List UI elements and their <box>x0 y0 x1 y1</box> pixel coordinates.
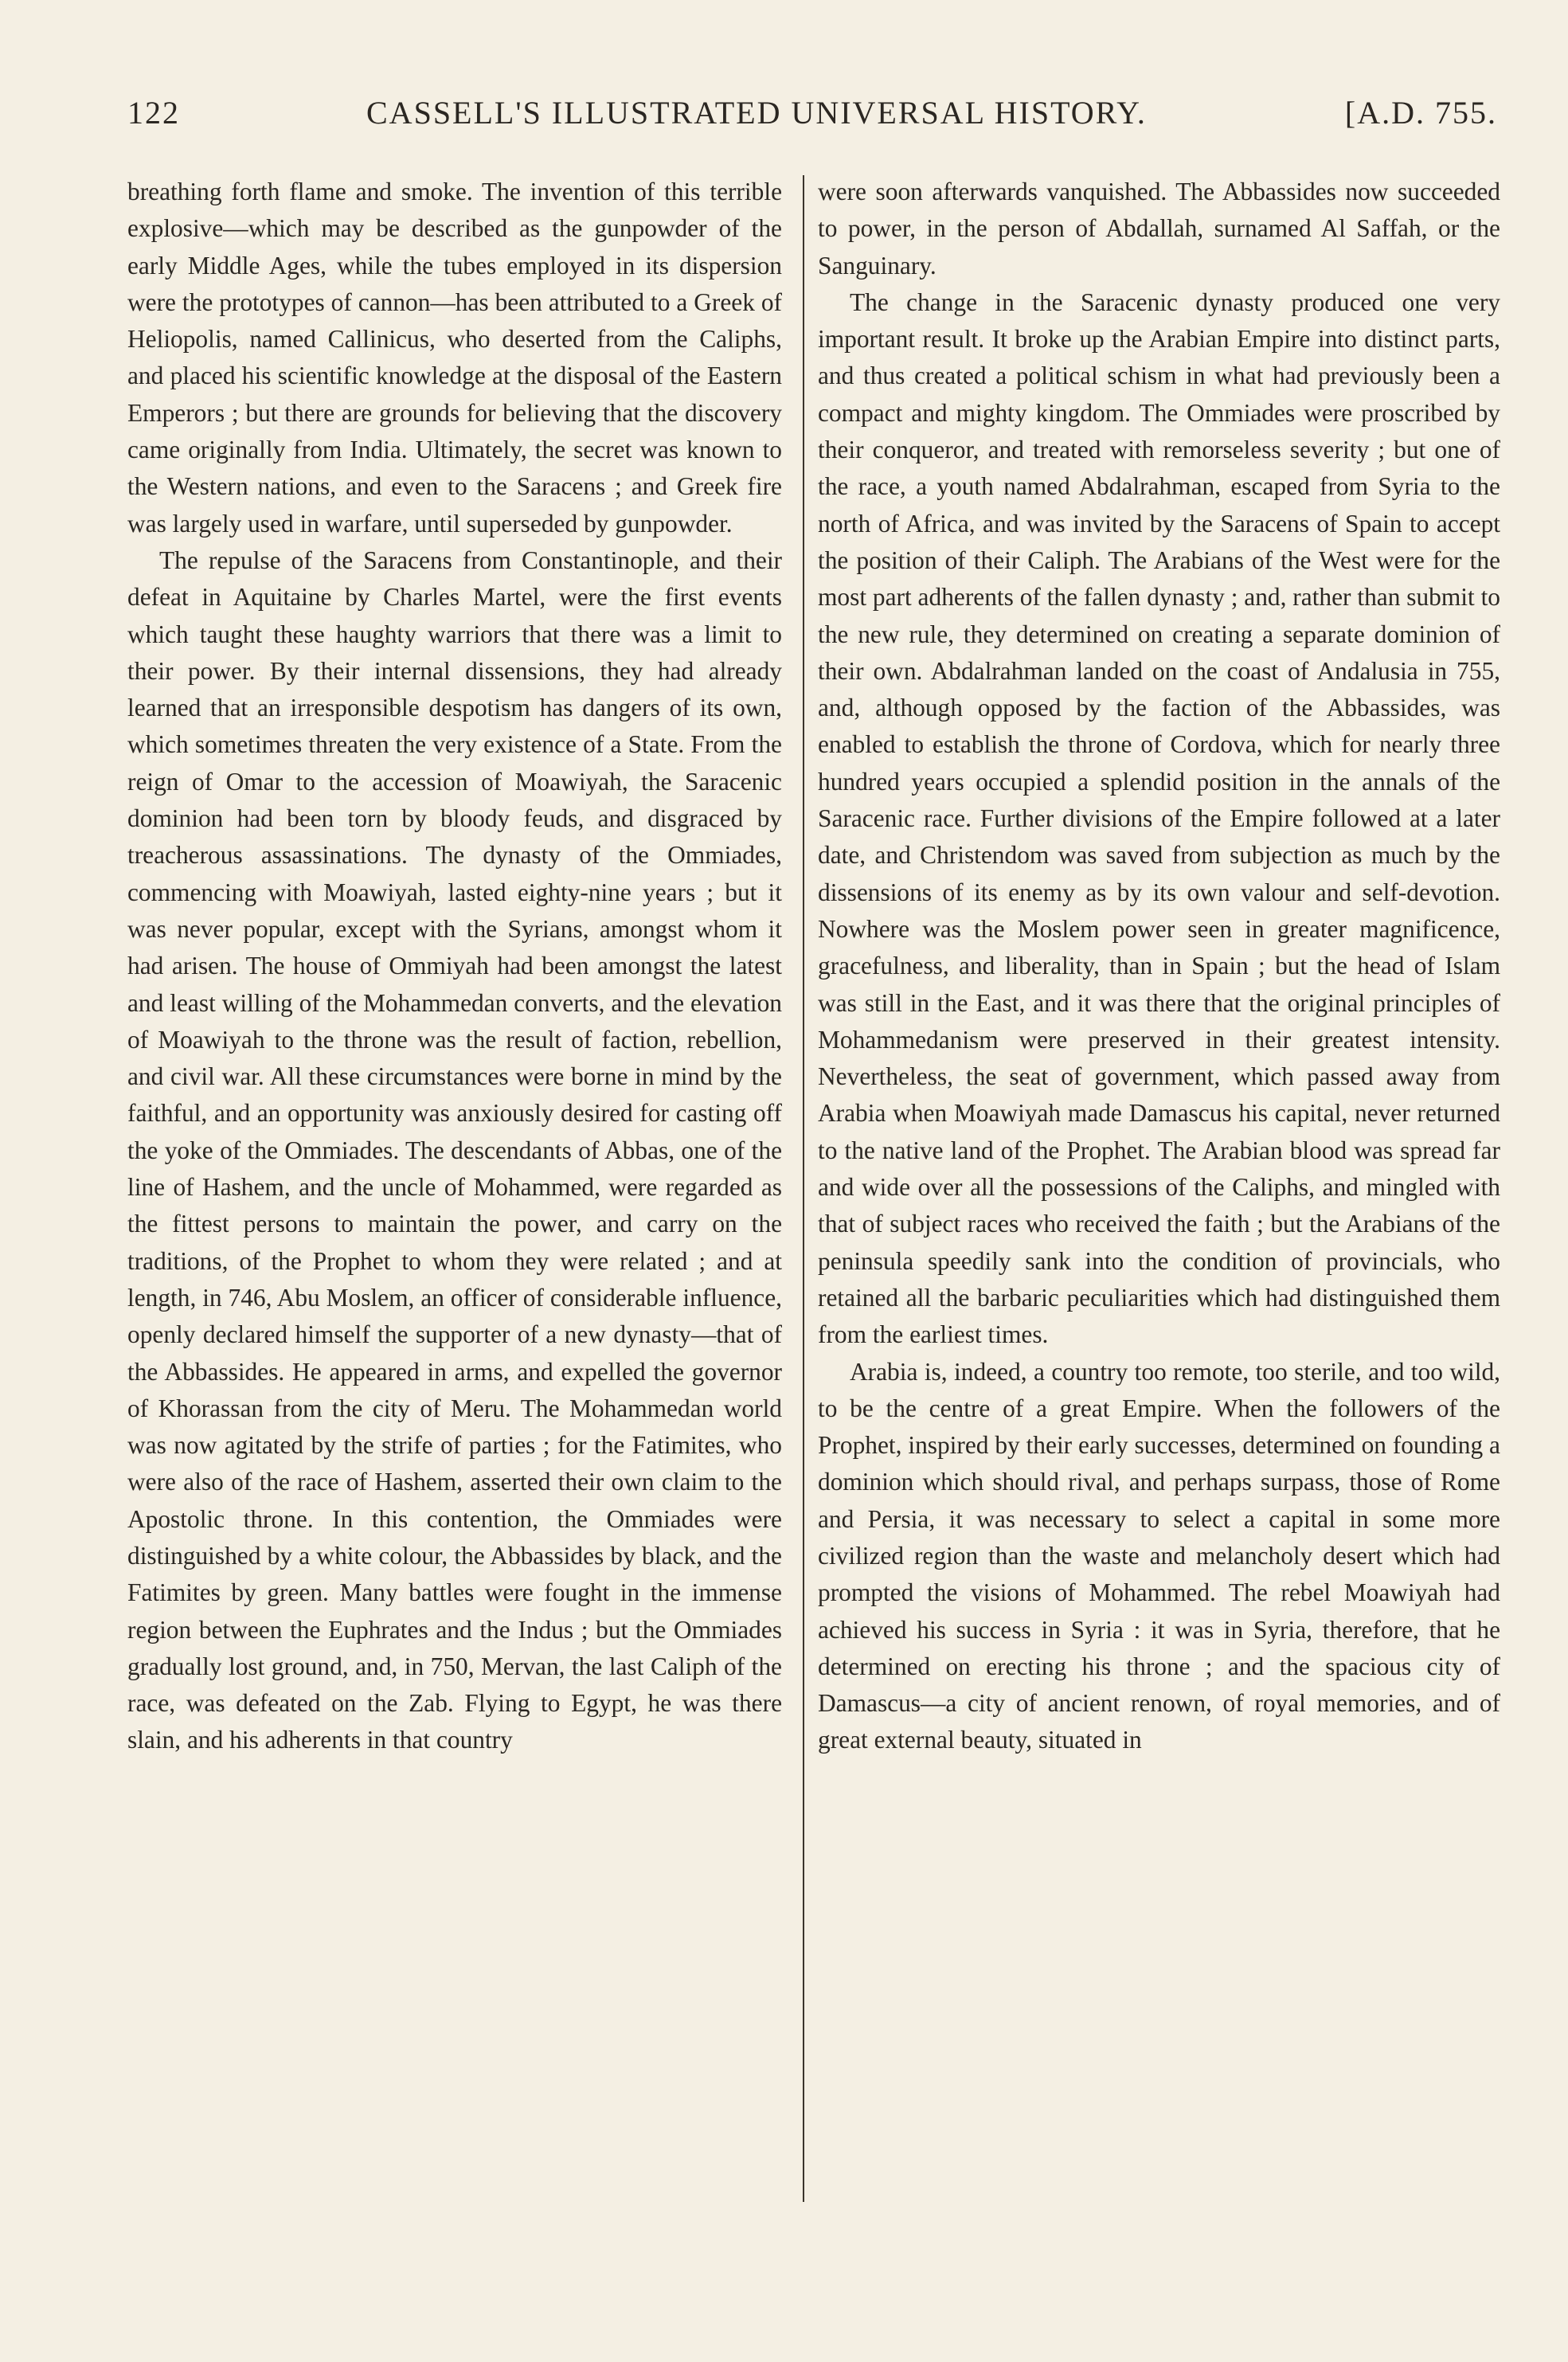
page-number: 122 <box>127 95 180 131</box>
paragraph: The change in the Saracenic dynasty produced one very important result. It broke up the Arabian Empire into distinct parts, and thus created a political schism in what had previously been a compact and mighty kingdom. The Ommiades were proscribed by their conqueror, and treated with remorseless severity ; but one of the race, a youth named Abdalrahman, escaped from Syria to the north of Africa, and was invited by the Saracens of Spain to accept the position of their Caliph. The Arabians of the West were for the most part adherents of the fallen dynasty ; and, rather than submit to the new rule, they determined on creating a separate dominion of their own. Abdalrahman landed on the coast of Andalusia in 755, and, although opposed by the faction of the Abbassides, was enabled to establish the throne of Cordova, which for nearly three hundred years occupied a splendid position in the annals of the Saracenic race. Further divisions of the Empire followed at a later date, and Christendom was saved from subjection as much by the dissensions of its enemy as by its own valour and self-devotion. Nowhere was the Moslem power seen in greater magnificence, gracefulness, and liberality, than in Spain ; but the head of Islam was still in the East, and it was there that the original principles of Mohammedanism were preserved in their greatest intensity. Nevertheless, the seat of government, which passed away from Arabia when Moawiyah made Damascus his capital, never returned to the native land of the Prophet. The Arabian blood was spread far and wide over all the possessions of the Caliphs, and mingled with that of subject races who received the faith ; but the Arabians of the peninsula speedily sank into the condition of provincials, who retained all the barbaric peculiarities which had distinguished them from the earliest times. <box>818 287 1500 1349</box>
running-date: [A.D. 755. <box>1344 95 1497 131</box>
paragraph: were soon afterwards vanquished. The Abbassides now succeeded to power, in the person of Abdallah, surnamed Al Saffah, or the Sanguinary. <box>818 178 1500 280</box>
right-column <box>818 174 1500 1759</box>
paragraph: breathing forth flame and smoke. The invention of this terrible explosive—which may be described as the gunpowder of the early Middle Ages, while the tubes employed in its dispersion were the prototypes of cannon—has been attributed to a Greek of Heliopolis, named Callinicus, who deserted from the Caliphs, and placed his scientific knowledge at the disposal of the Eastern Emperors ; but there are grounds for believing that the discovery came originally from India. Ultimately, the secret was known to the Western nations, and even to the Saracens ; and Greek fire was largely used in warfare, until superseded by gunpowder. <box>127 178 782 538</box>
paragraph: The repulse of the Saracens from Constantinople, and their defeat in Aquitaine by Charles Martel, were the first events which taught these haughty warriors that there was a limit to their power. By their internal dissensions, they had already learned that an irresponsible despotism has dangers of its own, which sometimes threaten the very existence of a State. From the reign of Omar to the accession of Moawiyah, the Saracenic dominion had been torn by bloody feuds, and disgraced by treacherous assassinations. The dynasty of the Ommiades, commencing with Moawiyah, lasted eighty-nine years ; but it was never popular, except with the Syrians, amongst whom it had arisen. The house of Ommiyah had been amongst the latest and least willing of the Mohammedan converts, and the elevation of Moawiyah to the throne was the result of faction, rebellion, and civil war. All these circumstances were borne in mind by the faithful, and an opportunity was anxiously desired for casting off the yoke of the Ommiades. The descendants of Abbas, one of the line of Hashem, and the uncle of Mohammed, were regarded as the fittest persons to maintain the power, and carry on the traditions, of the Prophet to whom they were related ; and at length, in 746, Abu Moslem, an officer of considerable influence, openly declared himself the supporter of a new dynasty—that of the Abbassides. He appeared in arms, and expelled the governor of Khorassan from the city of Meru. The Mohammedan world was now agitated by the strife of parties ; for the Fatimites, who were also of the race of Hashem, asserted their own claim to the Apostolic throne. In this contention, the Ommiades were distinguished by a white colour, the Abbassides by black, and the Fatimites by green. Many battles were fought in the immense region between the Euphrates and the Indus ; but the Ommiades gradually lost ground, and, in 750, Mervan, the last Caliph of the race, was defeated on the Zab. Flying to Egypt, he was there slain, and his adherents in that country <box>127 546 782 1754</box>
column-divider <box>803 175 804 2202</box>
running-header <box>127 94 1497 142</box>
running-title: CASSELL'S ILLUSTRATED UNIVERSAL HISTORY. <box>366 95 1147 131</box>
paragraph: Arabia is, indeed, a country too remote, too sterile, and too wild, to be the centre of a great Empire. When the followers of the Prophet, inspired by their early successes, determined on founding a dominion which should rival, and perhaps surpass, those of Rome and Persia, it was necessary to select a capital in some more civilized region than the waste and melancholy desert which had prompted the visions of Mohammed. The rebel Moawiyah had achieved his success in Syria : it was in Syria, therefore, that he determined on erecting his throne ; and the spacious city of Damascus—a city of ancient renown, of royal memories, and of great external beauty, situated in <box>818 1357 1500 1754</box>
left-column <box>127 174 782 1759</box>
